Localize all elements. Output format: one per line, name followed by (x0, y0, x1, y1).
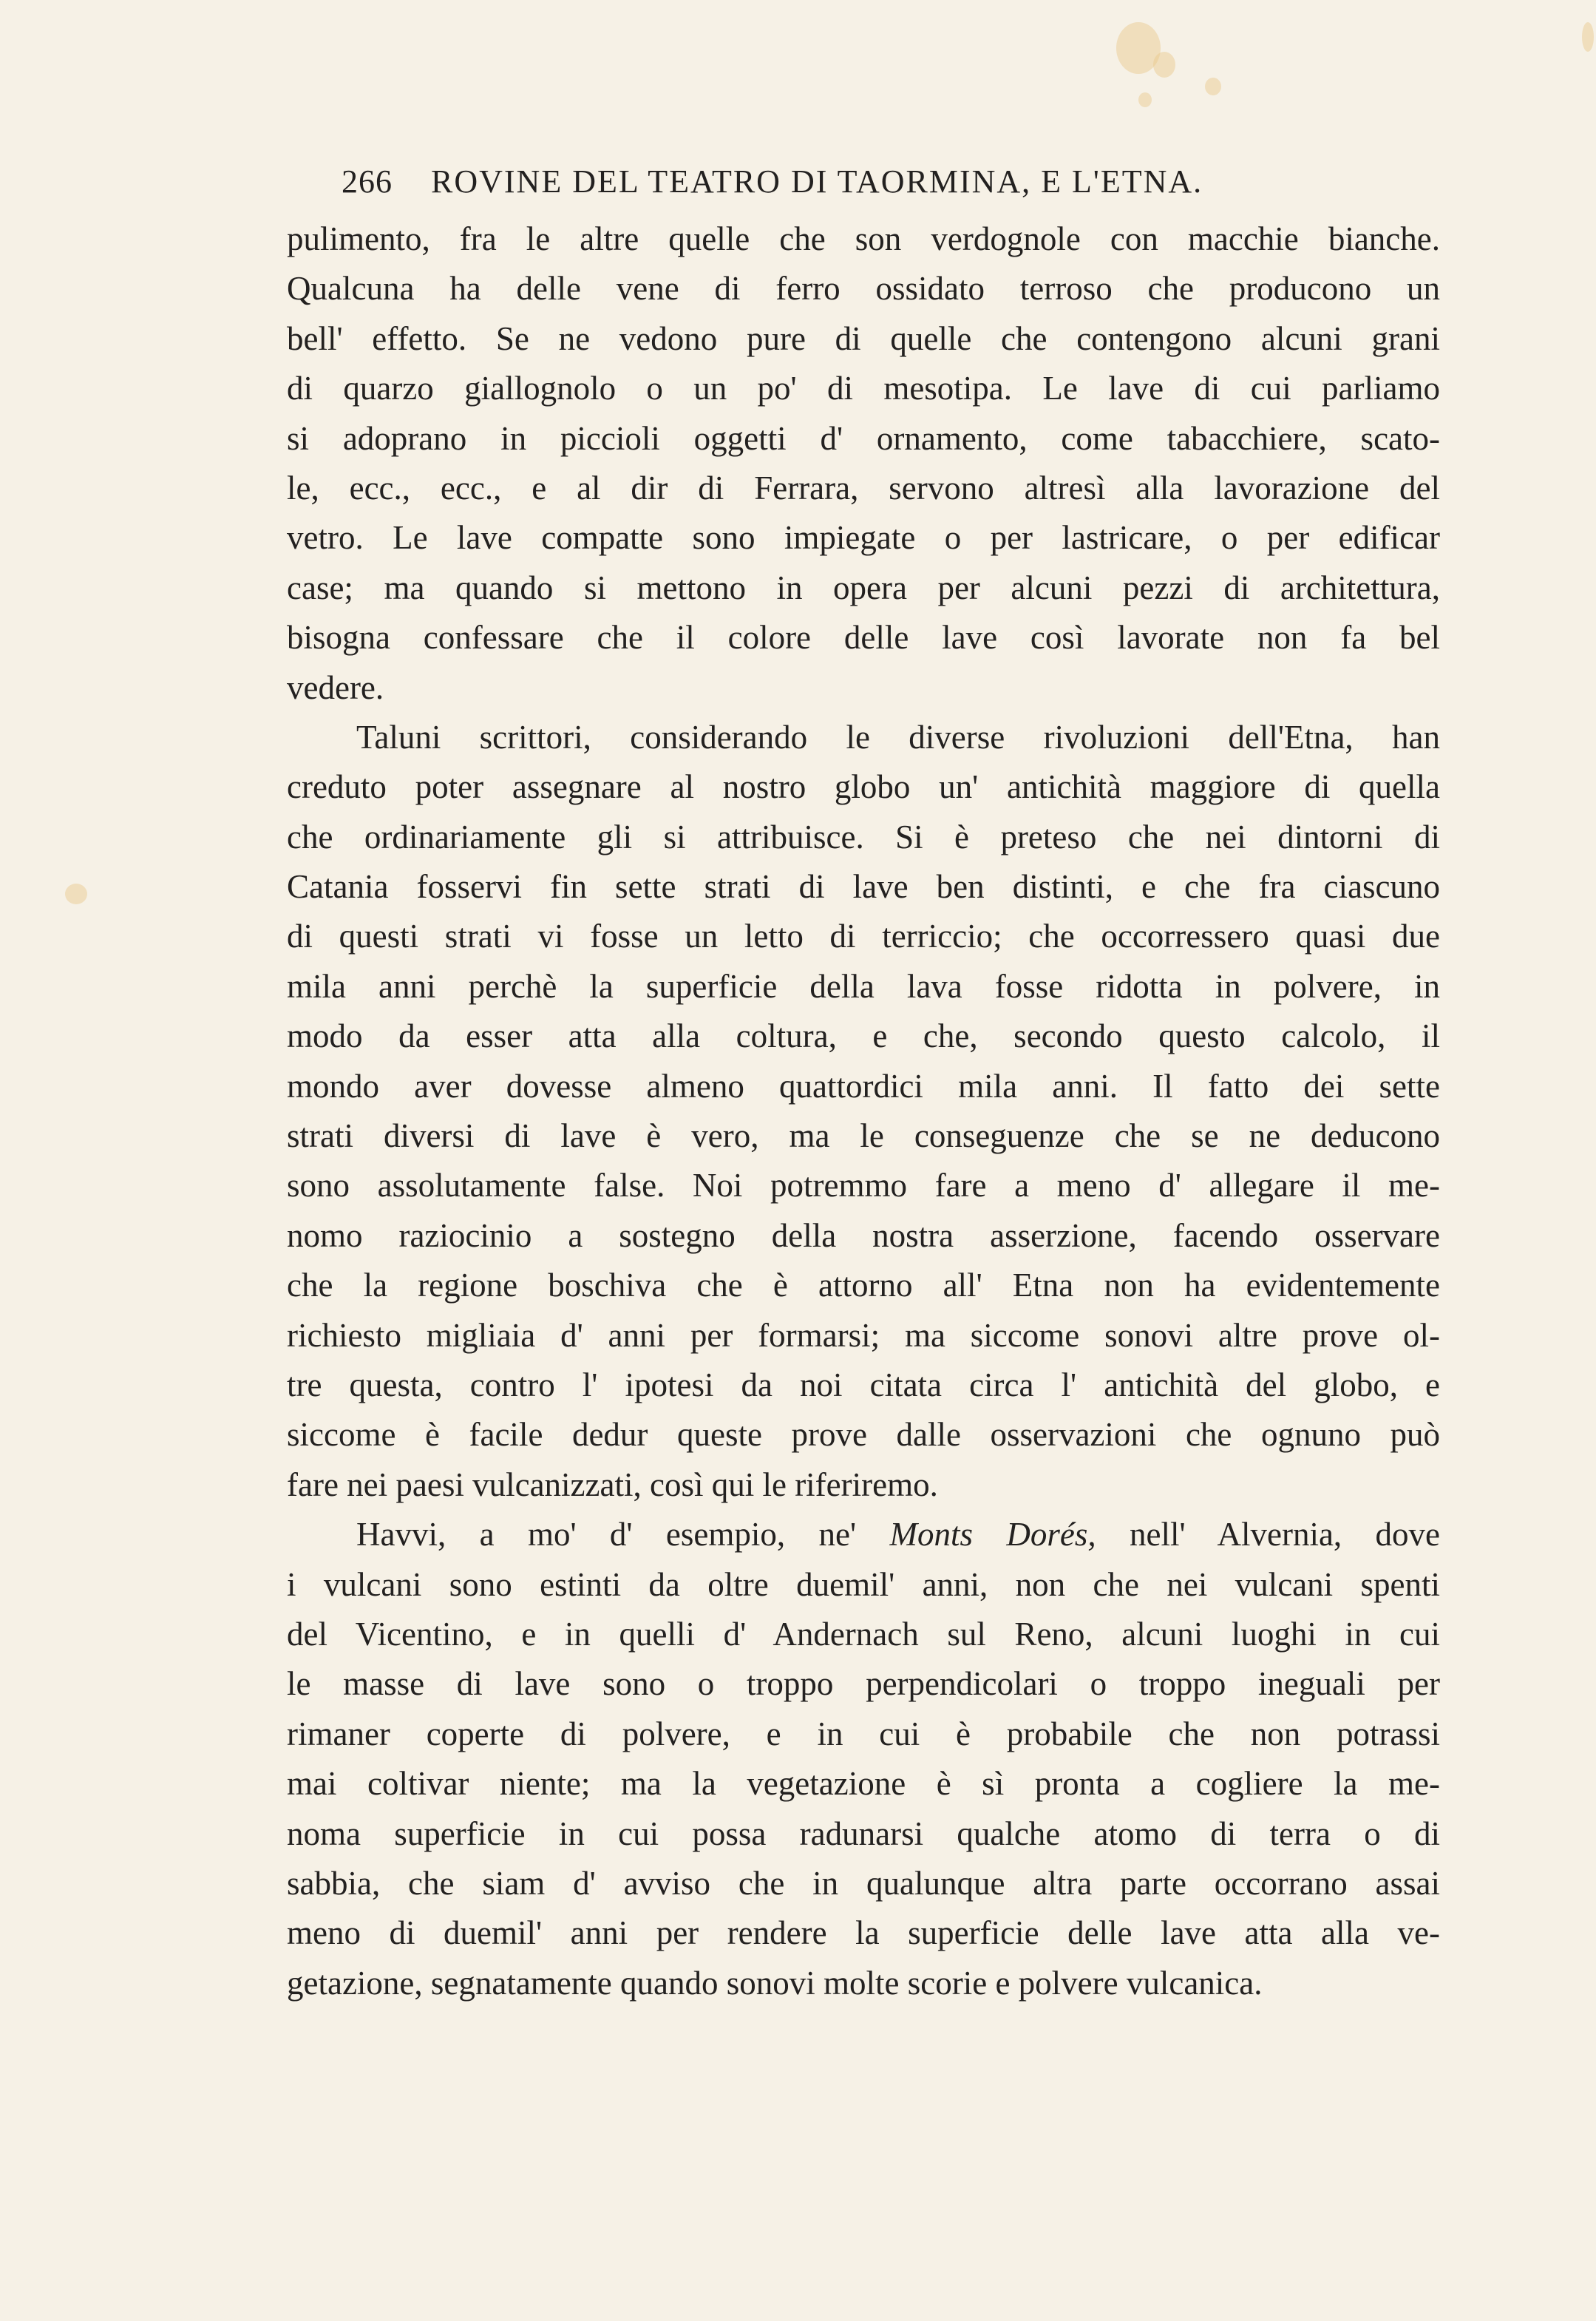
body-text (287, 214, 1440, 2008)
text-line: modo da esser atta alla coltura, e che, secondo questo calcolo, il (287, 1017, 1440, 1055)
text-segment: nell' Alvernia, dove (1130, 1516, 1441, 1553)
text-line: pulimento, fra le altre quelle che son verdognole con macchie bianche. (287, 220, 1440, 257)
text-line: meno di duemil' anni per rendere la superficie delle lave atta alla ve- (287, 1914, 1440, 1952)
text-line: mai coltivar niente; ma la vegetazione è sì pronta a cogliere la me- (287, 1765, 1440, 1803)
paragraph-1 (287, 214, 1440, 713)
text-line: mila anni perchè la superficie della lava fosse ridotta in polvere, in (287, 967, 1440, 1005)
text-line: che ordinariamente gli si attribuisce. Si è preteso che nei dintorni di (287, 818, 1440, 855)
text-line: vetro. Le lave compatte sono impiegate o per lastricare, o per edificar (287, 519, 1440, 557)
text-line: si adoprano in piccioli oggetti d' ornamento, come tabacchiere, scato- (287, 419, 1440, 457)
text-line: del Vicentino, e in quelli d' Andernach sul Reno, alcuni luoghi in cui (287, 1615, 1440, 1653)
paper-stain (1153, 52, 1175, 78)
paper-stain (65, 884, 87, 904)
text-segment: Havvi, a mo' d' esempio, ne' (356, 1516, 857, 1553)
text-line: le, ecc., ecc., e al dir di Ferrara, servono altresì alla lavorazione del (287, 469, 1440, 506)
text-line: sabbia, che siam d' avviso che in qualunque altra parte occorrano assai (287, 1864, 1440, 1902)
running-title: ROVINE DEL TEATRO DI TAORMINA, E L'ETNA. (431, 163, 1203, 200)
text-line: mondo aver dovesse almeno quattordici mila anni. Il fatto dei sette (287, 1067, 1440, 1105)
page-number: 266 (342, 163, 393, 200)
text-line: rimaner coperte di polvere, e in cui è probabile che non potrassi (287, 1715, 1440, 1752)
text-line: getazione, segnatamente quando sonovi molte scorie e polvere vulcanica. (287, 1964, 1263, 2002)
text-line: vedere. (287, 668, 384, 706)
text-line: siccome è facile dedur queste prove dalle osservazioni che ognuno può (287, 1416, 1440, 1454)
text-line: Catania fosservi fin sette strati di lave ben distinti, e che fra ciascuno (287, 868, 1440, 906)
text-line: che la regione boschiva che è attorno all' Etna non ha evidentemente (287, 1267, 1440, 1304)
paper-stain (1205, 78, 1221, 95)
text-line: noma superficie in cui possa radunarsi qualche atomo di terra o di (287, 1815, 1440, 1852)
text-line: strati diversi di lave è vero, ma le conseguenze che se ne deducono (287, 1117, 1440, 1155)
paper-stain (1582, 22, 1594, 52)
text-line: di questi strati vi fosse un letto di terriccio; che occorressero quasi due (287, 918, 1440, 955)
page-header (342, 163, 1273, 214)
text-line: Taluni scrittori, considerando le diverse rivoluzioni dell'Etna, han (356, 718, 1440, 756)
text-line: creduto poter assegnare al nostro globo un' antichità maggiore di quella (287, 768, 1440, 806)
text-line: nomo raziocinio a sostegno della nostra asserzione, facendo osservare (287, 1216, 1440, 1254)
text-line: richiesto migliaia d' anni per formarsi; ma siccome sonovi altre prove ol- (287, 1316, 1440, 1354)
text-line: i vulcani sono estinti da oltre duemil' anni, non che nei vulcani spenti (287, 1565, 1440, 1603)
text-line: fare nei paesi vulcanizzati, così qui le riferiremo. (287, 1466, 938, 1503)
text-line: di quarzo giallognolo o un po' di mesotipa. Le lave di cui parliamo (287, 370, 1440, 407)
text-line: sono assolutamente false. Noi potremmo fare a meno d' allegare il me- (287, 1167, 1440, 1204)
text-line: tre questa, contro l' ipotesi da noi citata circa l' antichità del globo, e (287, 1366, 1440, 1403)
paper-stain (1138, 92, 1152, 107)
paragraph-2 (287, 713, 1440, 1510)
text-line: case; ma quando si mettono in opera per alcuni pezzi di architettura, (287, 569, 1440, 606)
paragraph-3 (287, 1510, 1440, 2008)
text-line: Qualcuna ha delle vene di ferro ossidato terroso che producono un (287, 270, 1440, 308)
text-line: le masse di lave sono o troppo perpendicolari o troppo ineguali per (287, 1665, 1440, 1703)
text-line: bisogna confessare che il colore delle lave così lavorate non fa bel (287, 619, 1440, 657)
text-line (287, 1510, 1440, 1559)
text-line: bell' effetto. Se ne vedono pure di quelle che contengono alcuni grani (287, 319, 1440, 357)
italic-place-name: Monts Dorés, (889, 1516, 1096, 1553)
